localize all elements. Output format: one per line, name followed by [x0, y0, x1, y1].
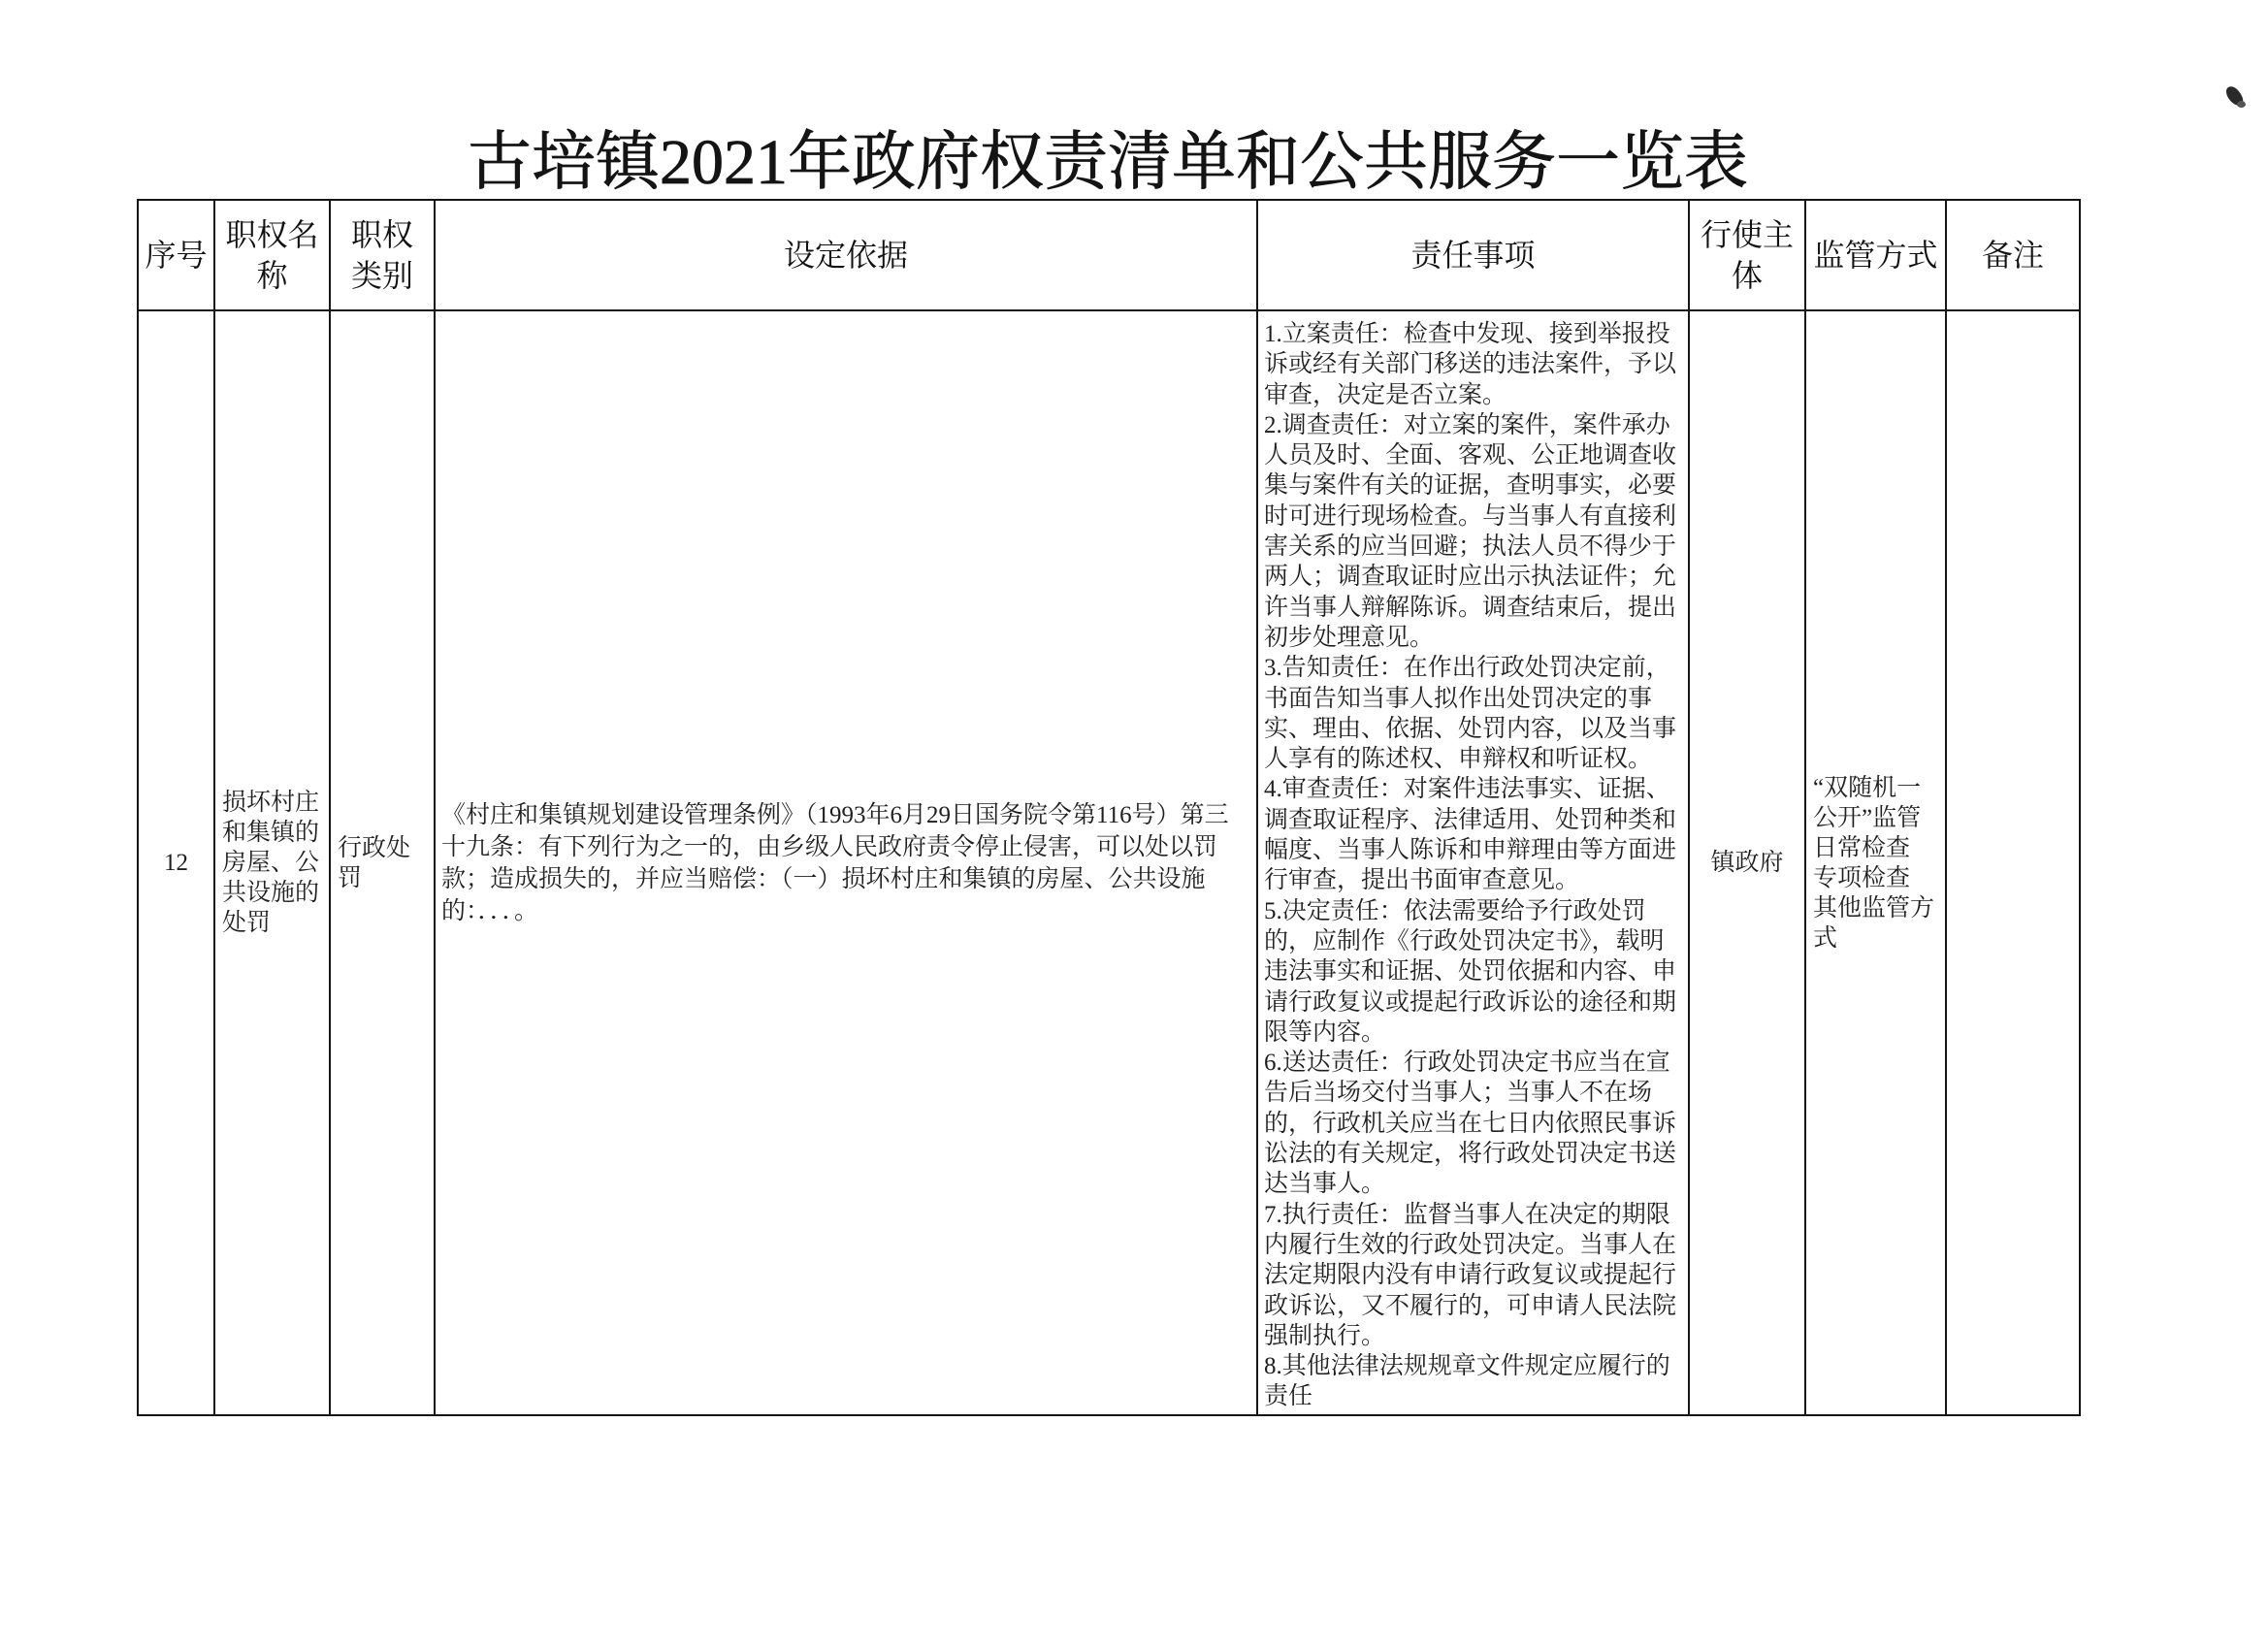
cell-duties — [1257, 310, 1689, 1415]
header-remarks-label: 备注 — [1981, 238, 2044, 273]
supervision-item: 日常检查 — [1813, 834, 1911, 861]
header-name — [214, 200, 330, 310]
duty-item-enforcement: 7.执行责任：监督当事人在决定的期限内履行生效的行政处罚决定。当事人在法定期限内没有申请行政复议或提起行政诉讼，又不履行的，可申请人民法院强制执行。 — [1264, 1201, 1677, 1349]
header-name-label: 职权名称 — [225, 217, 319, 293]
cell-legal-basis: 《村庄和集镇规划建设管理条例》（1993年6月29日国务院令第116号）第三十九条：有下列行为之一的，由乡级人民政府责令停止侵害，可以处以罚款；造成损失的，并应当赔偿：（一）损坏村庄和集镇的房屋、公共设施的：．．．。 — [435, 310, 1257, 1415]
header-seq-label: 序号 — [145, 238, 208, 273]
supervision-item: “双随机一公开”监管 — [1813, 774, 1922, 831]
cell-remarks — [1946, 310, 2080, 1415]
cell-exercising-subject: 镇政府 — [1689, 310, 1805, 1415]
cell-supervision — [1805, 310, 1946, 1415]
cell-seq: 12 — [138, 310, 214, 1415]
header-basis — [435, 200, 1257, 310]
duty-item-delivery: 6.送达责任：行政处罚决定书应当在宣告后当场交付当事人；当事人不在场的，行政机关应当在七日内依照民事诉讼法的有关规定，将行政处罚决定书送达当事人。 — [1264, 1050, 1677, 1198]
header-category-label: 职权类别 — [351, 217, 414, 293]
header-row — [138, 200, 2080, 310]
header-category — [330, 200, 435, 310]
duty-item-notification: 3.告知责任：在作出行政处罚决定前，书面告知当事人拟作出处罚决定的事实、理由、依据、处罚内容，以及当事人享有的陈述权、申辩权和听证权。 — [1264, 655, 1677, 773]
duty-item-other: 8.其他法律法规规章文件规定应履行的责任 — [1264, 1353, 1670, 1410]
supervision-item: 专项检查 — [1813, 864, 1911, 891]
cell-power-name: 损坏村庄和集镇的房屋、公共设施的处罚 — [214, 310, 330, 1415]
document-title: 古培镇2021年政府权责清单和公共服务一览表 — [468, 127, 1748, 198]
responsibility-table — [137, 199, 2081, 1416]
header-subject-label: 行使主体 — [1701, 217, 1795, 293]
header-subject — [1689, 200, 1805, 310]
supervision-item: 其他监管方式 — [1813, 894, 1935, 952]
scan-speck — [2237, 101, 2246, 108]
header-supervision — [1805, 200, 1946, 310]
header-seq — [138, 200, 214, 310]
cell-power-category: 行政处罚 — [330, 310, 435, 1415]
header-basis-label: 设定依据 — [783, 238, 908, 273]
header-supervision-label: 监管方式 — [1813, 238, 1938, 273]
header-duties — [1257, 200, 1689, 310]
duty-item-review: 4.审查责任：对案件违法事实、证据、调查取证程序、法律适用、处罚种类和幅度、当事人陈诉和申辩理由等方面进行审查，提出书面审查意见。 — [1264, 776, 1677, 894]
table-row — [138, 310, 2080, 1415]
duty-item-filing: 1.立案责任：检查中发现、接到举报投诉或经有关部门移送的违法案件，予以审查，决定是否立案。 — [1264, 321, 1677, 408]
duty-item-decision: 5.决定责任：依法需要给予行政处罚的，应制作《行政处罚决定书》，载明违法事实和证据、处罚依据和内容、申请行政复议或提起行政诉讼的途径和期限等内容。 — [1264, 897, 1677, 1046]
header-remarks — [1946, 200, 2080, 310]
header-duties-label: 责任事项 — [1410, 238, 1536, 273]
duty-item-investigation: 2.调查责任：对立案的案件，案件承办人员及时、全面、客观、公正地调查收集与案件有关的证据，查明事实，必要时可进行现场检查。与当事人有直接利害关系的应当回避；执法人员不得少于两人；调查取证时应出示执法证件；允许当事人辩解陈诉。调查结束后，提出初步处理意见。 — [1264, 411, 1677, 651]
